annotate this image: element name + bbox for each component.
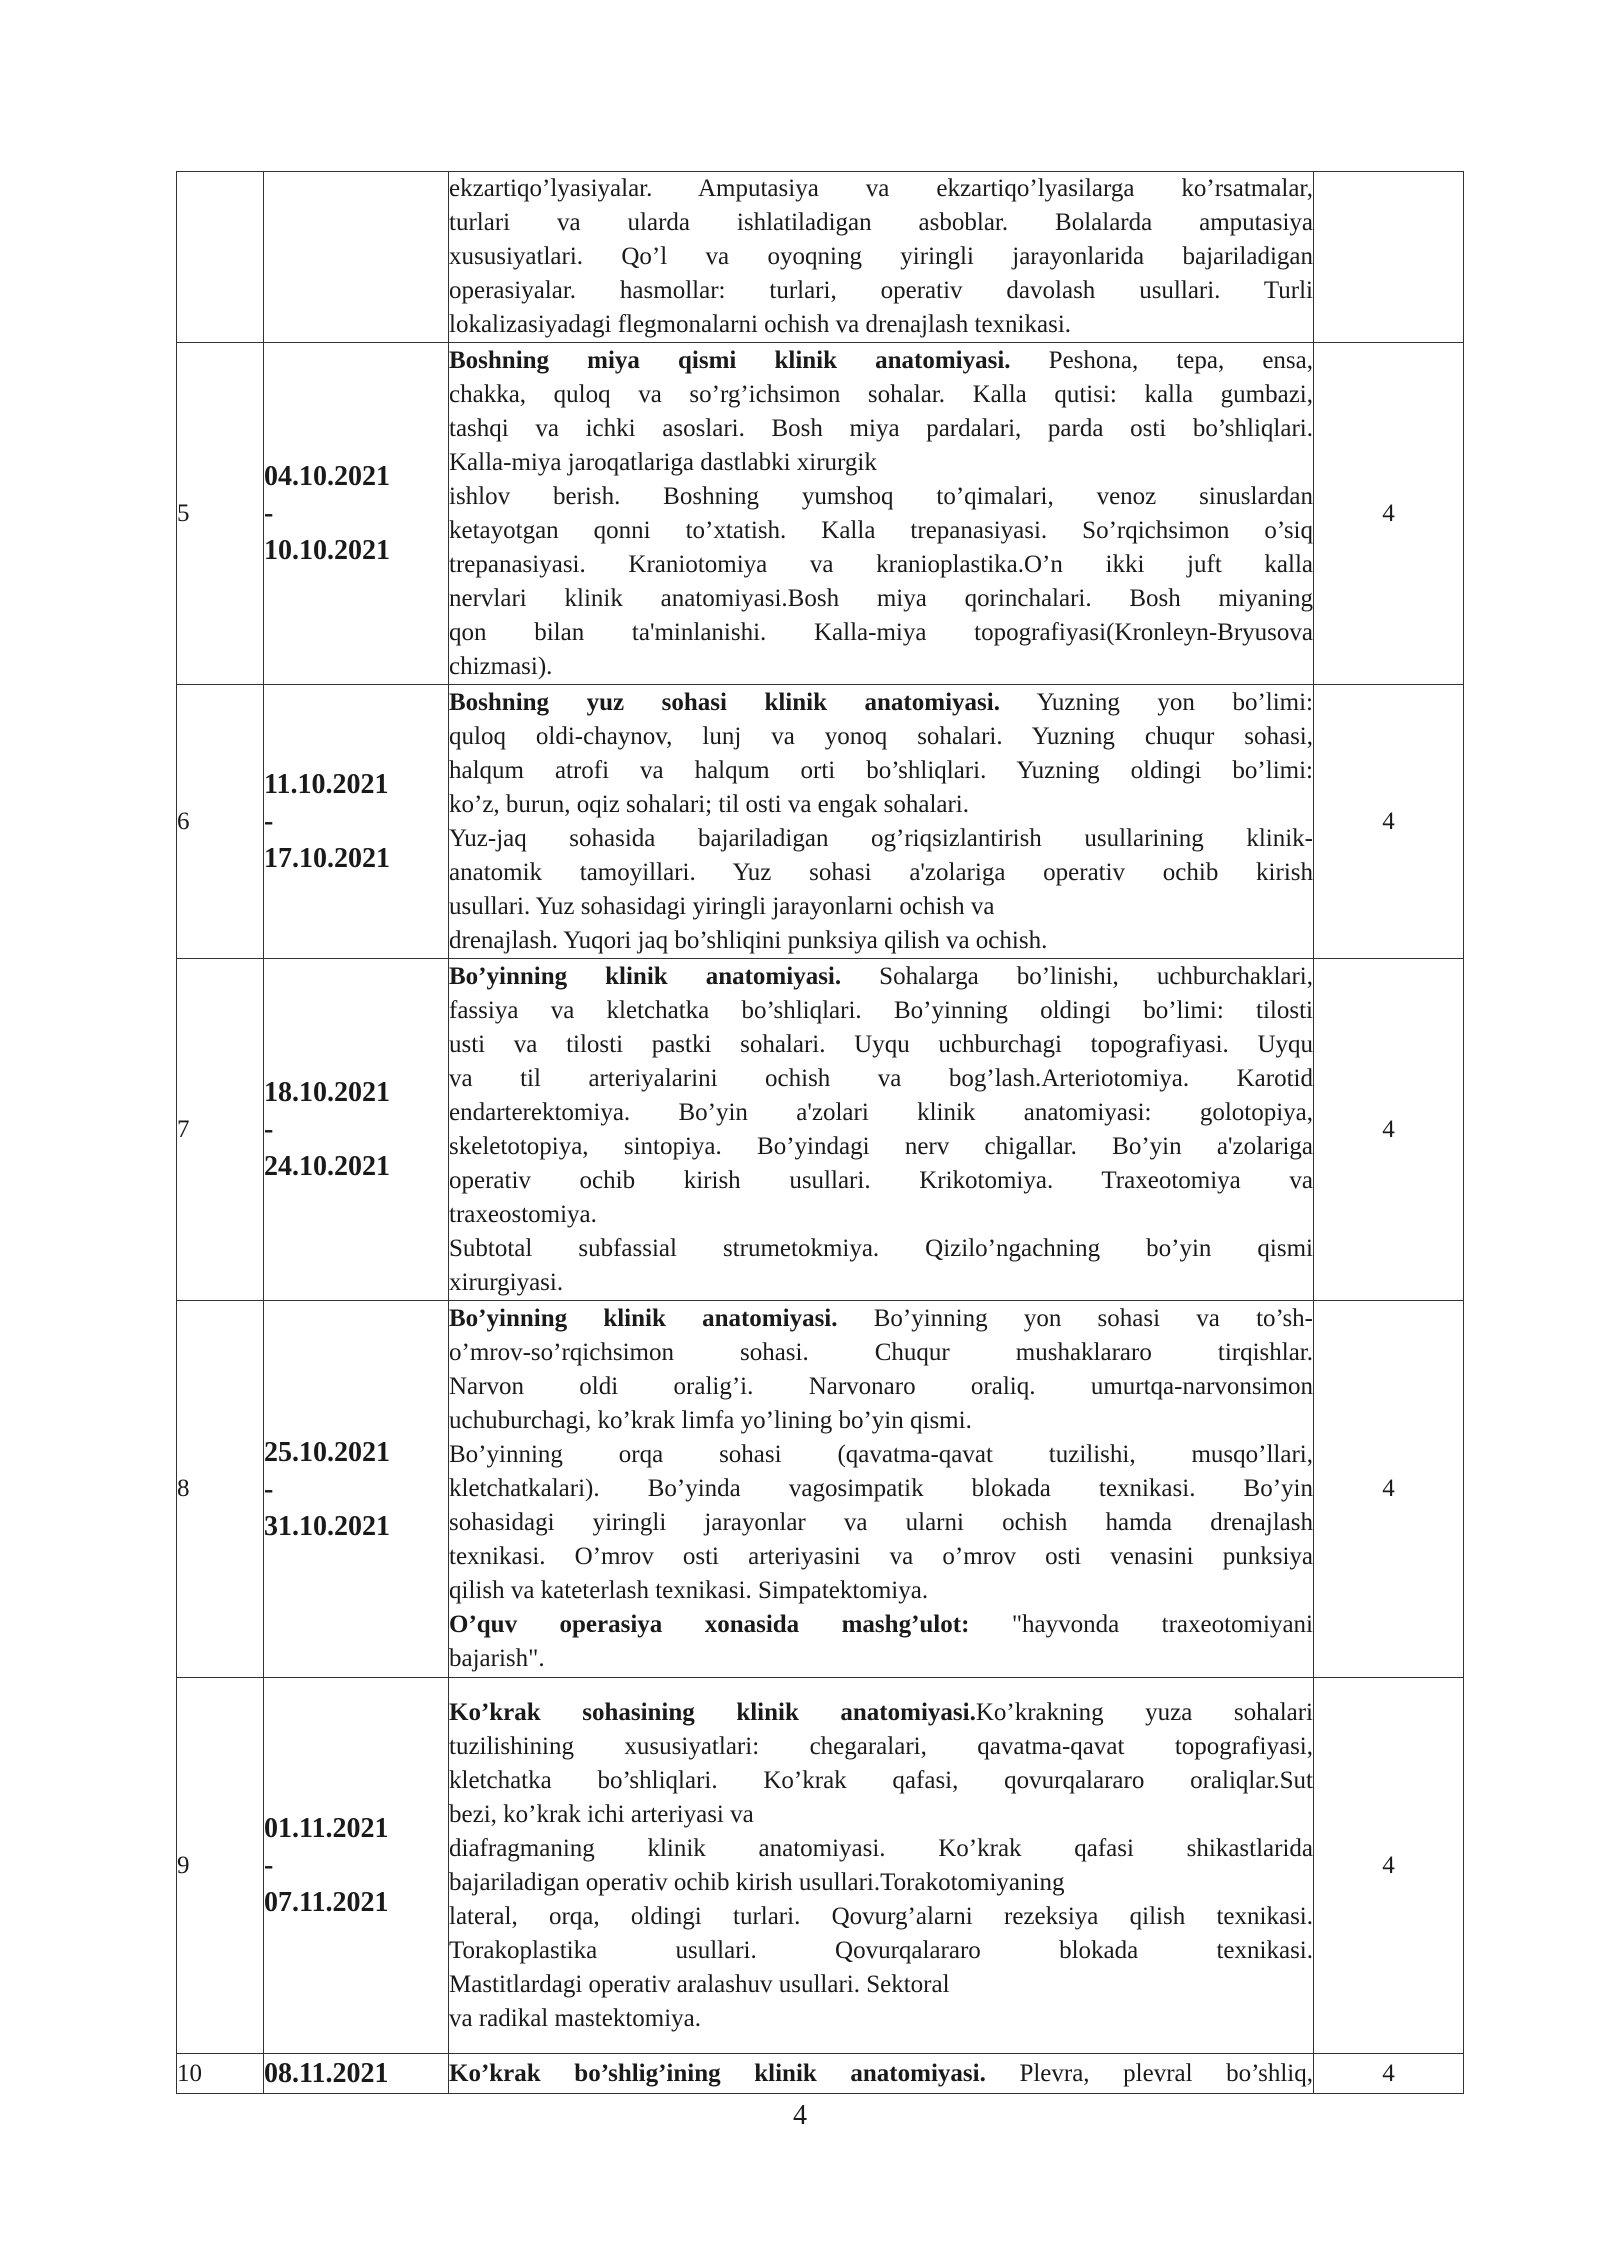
date-end: 24.10.2021 [264, 1151, 390, 1182]
topic-line: Ko’krak bo’shlig’ining klinik anatomiyasi. Plevra, plevral bo’shliq, [449, 2059, 1313, 2087]
row-number: 8 [177, 1301, 264, 1678]
topic-line: bezi, ko’krak ichi arteriyasi va [449, 1800, 754, 1828]
hours-cell: 4 [1314, 685, 1464, 959]
topic-line: ishlov berish. Boshning yumshoq to’qimalari, venoz sinuslardan [449, 482, 1313, 510]
topic-line: Torakoplastika usullari. Qovurqalararo blokada texnikasi. [449, 1936, 1313, 1964]
date-cell [264, 959, 449, 1301]
topic-line: kletchatka bo’shliqlari. Ko’krak qafasi, qovurqalararo oraliqlar.Sut [449, 1766, 1313, 1794]
topic-line: diafragmaning klinik anatomiyasi. Ko’krak qafasi shikastlarida [449, 1834, 1313, 1862]
topic-line: qon bilan ta'minlanishi. Kalla-miya topografiyasi(Kronleyn-Bryusova [449, 618, 1313, 646]
date-cell [264, 1301, 449, 1678]
hours-cell: 4 [1314, 2054, 1464, 2094]
topic-line: nervlari klinik anatomiyasi.Bosh miya qorinchalari. Bosh miyaning [449, 584, 1313, 612]
topic-line: o’mrov-so’rqichsimon sohasi. Chuqur mushaklararo tirqishlar. [449, 1339, 1313, 1366]
hours-cell [1314, 172, 1464, 343]
topic-cell [449, 1301, 1314, 1678]
date-cell [264, 172, 449, 343]
topic-line: texnikasi. O’mrov osti arteriyasini va o’mrov osti venasini punksiya [449, 1543, 1313, 1570]
topic-line: trepanasiyasi. Kraniotomiya va kranioplastika.O’n ikki juft kalla [449, 550, 1313, 578]
date-cell [264, 685, 449, 959]
date-end: 07.11.2021 [264, 1887, 389, 1918]
topic-line: usullari. Yuz sohasidagi yiringli jarayonlarni ochish va [449, 892, 995, 920]
topic-line: xirurgiyasi. [449, 1268, 564, 1296]
row-number [177, 172, 264, 343]
date-start: 18.10.2021 [264, 1077, 390, 1108]
topic-line: endarterektomiya. Bo’yin a'zolari klinik anatomiyasi: golotopiya, [449, 1098, 1313, 1126]
hours-cell: 4 [1314, 343, 1464, 685]
topic-line: operativ ochib kirish usullari. Krikotomiya. Traxeotomiya va [449, 1166, 1313, 1194]
table-row [177, 959, 1464, 1301]
topic-line: usti va tilosti pastki sohalari. Uyqu uchburchagi topografiyasi. Uyqu [449, 1030, 1313, 1058]
topic-line: Mastitlardagi operativ aralashuv usullari. Sektoral [449, 1970, 950, 1998]
topic-line: Kalla-miya jaroqatlariga dastlabki xirurgik [449, 448, 877, 476]
topic-line: traxeostomiya. [449, 1200, 597, 1228]
date-end: 17.10.2021 [264, 843, 390, 874]
date-start: 25.10.2021 [264, 1436, 390, 1468]
topic-line: ekzartiqo’lyasiyalar. Amputasiya va ekzartiqo’lyasilarga ko’rsatmalar, [449, 175, 1313, 202]
topic-line: anatomik tamoyillari. Yuz sohasi a'zolariga operativ ochib kirish [449, 858, 1313, 886]
table-row [177, 1301, 1464, 1678]
hours-cell: 4 [1314, 959, 1464, 1301]
topic-line: chakka, quloq va so’rg’ichsimon sohalar. Kalla qutisi: kalla gumbazi, [449, 380, 1313, 408]
topic-line: turlari va ularda ishlatiladigan asboblar. Bolalarda amputasiya [449, 209, 1313, 236]
topic-line: qilish va kateterlash texnikasi. Simpatektomiya. [449, 1577, 929, 1604]
date-cell [264, 2054, 449, 2094]
topic-cell [449, 685, 1314, 959]
table-row [177, 2054, 1464, 2094]
date-separator: - [264, 1850, 274, 1881]
hours-cell: 4 [1314, 1678, 1464, 2054]
date-start: 11.10.2021 [264, 769, 389, 800]
topic-line: Ko’krak sohasining klinik anatomiyasi.Ko’krakning yuza sohalari [449, 1698, 1314, 1726]
topic-line: va til arteriyalarini ochish va bog’lash.Arteriotomiya. Karotid [449, 1064, 1313, 1092]
topic-line: uchuburchagi, ko’krak limfa yo’lining bo’yin qismi. [449, 1407, 972, 1434]
page-number: 4 [793, 2100, 807, 2131]
topic-title: Ko’krak bo’shlig’ining klinik anatomiyasi. [449, 2059, 986, 2087]
topic-cell [449, 343, 1314, 685]
schedule-table [176, 171, 1464, 2094]
topic-line: tuzilishining xususiyatlari: chegaralari, qavatma-qavat topografiyasi, [449, 1732, 1313, 1760]
topic-line: Bo’yinning klinik anatomiyasi. Bo’yinning yon sohasi va to’sh- [449, 1305, 1314, 1332]
topic-cell [449, 2054, 1314, 2094]
row-number: 5 [177, 343, 264, 685]
row-number: 10 [177, 2054, 264, 2094]
topic-line: Boshning yuz sohasi klinik anatomiyasi. Yuzning yon bo’limi: [449, 688, 1314, 716]
topic-line: skeletotopiya, sintopiya. Bo’yindagi nerv chigallar. Bo’yin a'zolariga [449, 1132, 1313, 1160]
topic-cell [449, 959, 1314, 1301]
hours-cell: 4 [1314, 1301, 1464, 1678]
date-separator: - [264, 498, 274, 529]
row-number: 6 [177, 685, 264, 959]
topic-cell [449, 172, 1314, 343]
topic-line: Subtotal subfassial strumetokmiya. Qizilo’ngachning bo’yin qismi [449, 1234, 1313, 1262]
topic-line: ko’z, burun, oqiz sohalari; til osti va engak sohalari. [449, 790, 970, 818]
topic-line: Bo’yinning orqa sohasi (qavatma-qavat tuzilishi, musqo’llari, [449, 1441, 1313, 1468]
topic-line: va radikal mastektomiya. [449, 2004, 702, 2032]
row-number: 7 [177, 959, 264, 1301]
topic-title: Boshning yuz sohasi klinik anatomiyasi. [449, 688, 1000, 716]
date-start: 08.11.2021 [264, 2058, 389, 2089]
date-cell [264, 1678, 449, 2054]
topic-line: fassiya va kletchatka bo’shliqlari. Bo’yinning oldingi bo’limi: tilosti [449, 996, 1313, 1024]
date-end: 31.10.2021 [264, 1510, 390, 1542]
topic-line: Narvon oldi oralig’i. Narvonaro oraliq. umurtqa-narvonsimon [449, 1373, 1313, 1400]
topic-title: Bo’yinning klinik anatomiyasi. [449, 1305, 838, 1332]
topic-line: drenajlash. Yuqori jaq bo’shliqini punksiya qilish va ochish. [449, 926, 1048, 954]
date-start: 04.10.2021 [264, 461, 390, 492]
topic-cell [449, 1678, 1314, 2054]
topic-line: xususiyatlari. Qo’l va oyoqning yiringli jarayonlarida bajariladigan [449, 243, 1313, 270]
table-row [177, 343, 1464, 685]
topic-line: halqum atrofi va halqum orti bo’shliqlari. Yuzning oldingi bo’limi: [449, 756, 1313, 784]
topic-title: Boshning miya qismi klinik anatomiyasi. [449, 346, 1011, 374]
date-separator: - [264, 806, 274, 837]
topic-line: O’quv operasiya xonasida mashg’ulot: "hayvonda traxeotomiyani [449, 1611, 1313, 1638]
topic-line: operasiyalar. hasmollar: turlari, operativ davolash usullari. Turli [449, 277, 1313, 304]
topic-line: Yuz-jaq sohasida bajariladigan og’riqsizlantirish usullarining klinik- [449, 824, 1313, 852]
date-separator: - [264, 1473, 274, 1505]
topic-line: bajariladigan operativ ochib kirish usullari.Torakotomiyaning [449, 1868, 1065, 1896]
table-row [177, 172, 1464, 343]
topic-line: bajarish". [449, 1645, 545, 1672]
topic-line: Bo’yinning klinik anatomiyasi. Sohalarga bo’linishi, uchburchaklari, [449, 962, 1314, 990]
topic-line: chizmasi). [449, 652, 553, 680]
topic-title: Bo’yinning klinik anatomiyasi. [449, 962, 842, 990]
topic-title: Ko’krak sohasining klinik anatomiyasi. [449, 1698, 976, 1726]
topic-line: ketayotgan qonni to’xtatish. Kalla trepanasiyasi. So’rqichsimon o’siq [449, 516, 1313, 544]
date-cell [264, 343, 449, 685]
topic-line: lateral, orqa, oldingi turlari. Qovurg’alarni rezeksiya qilish texnikasi. [449, 1902, 1313, 1930]
topic-line: quloq oldi-chaynov, lunj va yonoq sohalari. Yuzning chuqur sohasi, [449, 722, 1313, 750]
date-start: 01.11.2021 [264, 1813, 389, 1844]
topic-line: Boshning miya qismi klinik anatomiyasi. Peshona, tepa, ensa, [449, 346, 1313, 374]
topic-line: lokalizasiyadagi flegmonalarni ochish va drenajlash texnikasi. [449, 311, 1072, 338]
topic-line: sohasidagi yiringli jarayonlar va ularni ochish hamda drenajlash [449, 1509, 1313, 1536]
date-separator: - [264, 1114, 274, 1145]
topic-line: kletchatkalari). Bo’yinda vagosimpatik blokada texnikasi. Bo’yin [449, 1475, 1313, 1502]
row-number: 9 [177, 1678, 264, 2054]
table-row [177, 1678, 1464, 2054]
table-row [177, 685, 1464, 959]
topic-line: tashqi va ichki asoslari. Bosh miya pardalari, parda osti bo’shliqlari. [449, 414, 1313, 442]
date-end: 10.10.2021 [264, 535, 390, 566]
topic-subtitle: O’quv operasiya xonasida mashg’ulot: [449, 1611, 970, 1638]
